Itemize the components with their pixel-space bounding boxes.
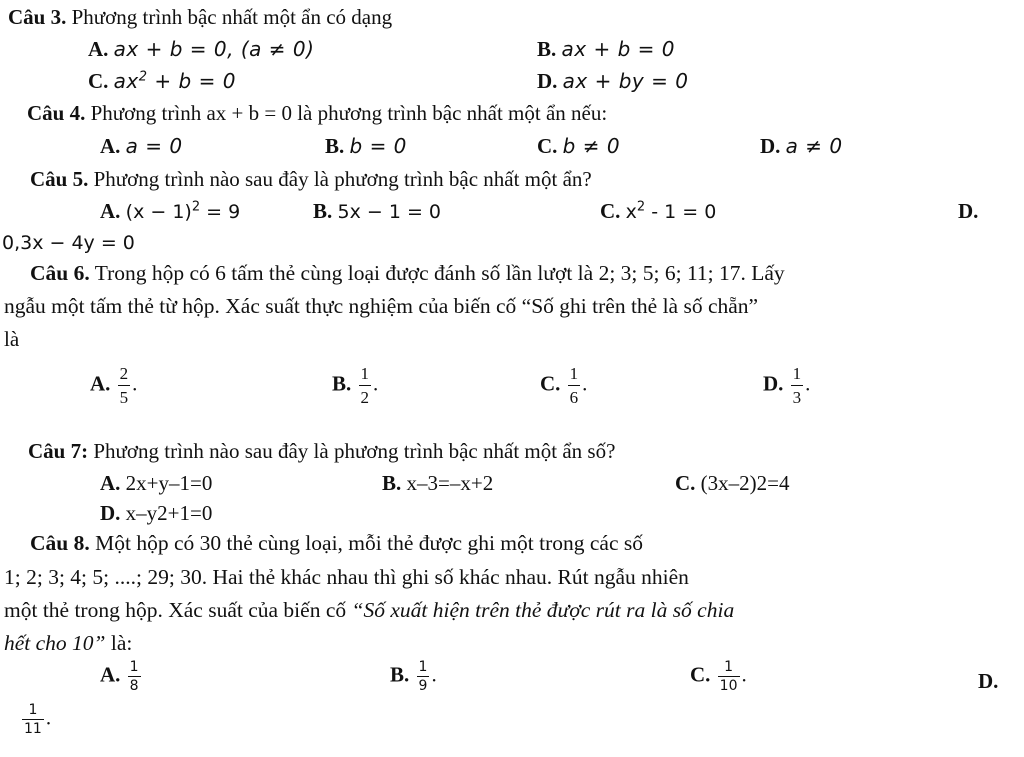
q5-option-b: B. 5x − 1 = 0	[313, 199, 442, 223]
q6-stem-line3: là	[4, 327, 20, 351]
q8-stem-line2: 1; 2; 3; 4; 5; ....; 29; 30. Hai thẻ khác nhau thì ghi số khác nhau. Rút ngẫu nhiên	[4, 565, 689, 589]
q5-option-a: A. $(x - 1)^2 = 9$	[100, 199, 241, 223]
q8-option-c: C. $\frac{1}{10}$ .	[690, 659, 747, 694]
q4-option-a: A. a = 0	[100, 134, 183, 158]
q4-stem: Câu 4. Phương trình ax + b = 0 là phương trình bậc nhất một ẩn nếu:	[27, 101, 608, 125]
q6-stem-line2: ngẫu một tấm thẻ từ hộp. Xác suất thực nghiệm của biến cố “Số ghi trên thẻ là số chẵn”	[4, 294, 759, 318]
q7-stem: Câu 7: Phương trình nào sau đây là phương trình bậc nhất một ẩn số?	[28, 439, 616, 463]
q8-option-d-label: D.	[978, 669, 999, 693]
q6-option-a: A. $\frac{2}{5}$ .	[90, 364, 138, 407]
q7-option-d: D. x–y2+1=0	[100, 501, 213, 525]
q5-option-d-label: D.	[958, 199, 979, 223]
q6-option-c: C. $\frac{1}{6}$ .	[540, 364, 588, 407]
q5-option-d-expr: 0,3x − 4y = 0	[2, 232, 135, 254]
q3-option-b: B. ax + b = 0	[537, 37, 675, 61]
q3-option-d: D. ax + by = 0	[537, 69, 689, 93]
q6-option-d: D. $\frac{1}{3}$ .	[763, 364, 811, 407]
q4-option-d: D. a ≠ 0	[760, 134, 843, 158]
q8-stem-line3: một thẻ trong hộp. Xác suất của biến cố “Số xuất hiện trên thẻ được rút ra là số chia	[4, 598, 735, 622]
q8-stem-line1: Câu 8. Một hộp có 30 thẻ cùng loại, mỗi thẻ được ghi một trong các số	[30, 531, 643, 555]
q3-text: Phương trình bậc nhất một ẩn có dạng	[66, 5, 393, 29]
q4-option-c: C. b ≠ 0	[537, 134, 621, 158]
q5-option-c: C. $x^2 - 1 = 0$	[600, 199, 717, 223]
q7-option-b: B. x–3=–x+2	[382, 471, 494, 495]
q5-stem: Câu 5. Phương trình nào sau đây là phương trình bậc nhất một ẩn?	[30, 167, 592, 191]
q8-option-b: B. $\frac{1}{9}$ .	[390, 659, 437, 694]
q6-option-b: B. $\frac{1}{2}$ .	[332, 364, 379, 407]
q4-option-b: B. b = 0	[325, 134, 407, 158]
q8-option-d-value: $\frac{1}{11}$ .	[24, 702, 52, 737]
q3-option-a: A. ax + b = 0, (a ≠ 0)	[88, 37, 315, 61]
q3-label: Câu 3.	[8, 5, 67, 29]
q7-option-a: A. 2x+y–1=0	[100, 471, 213, 495]
q3-option-c: C. $ax^2 + b = 0$	[88, 69, 236, 93]
q3-stem	[8, 4, 392, 30]
q6-stem-line1: Câu 6. Trong hộp có 6 tấm thẻ cùng loại được đánh số lần lượt là 2; 3; 5; 6; 11; 17. Lấy	[30, 261, 785, 285]
q8-stem-line4: hết cho 10” là:	[4, 631, 133, 655]
q7-option-c: C. (3x–2)2=4	[675, 471, 790, 495]
q8-option-a: A. $\frac{1}{8}$	[100, 659, 139, 694]
